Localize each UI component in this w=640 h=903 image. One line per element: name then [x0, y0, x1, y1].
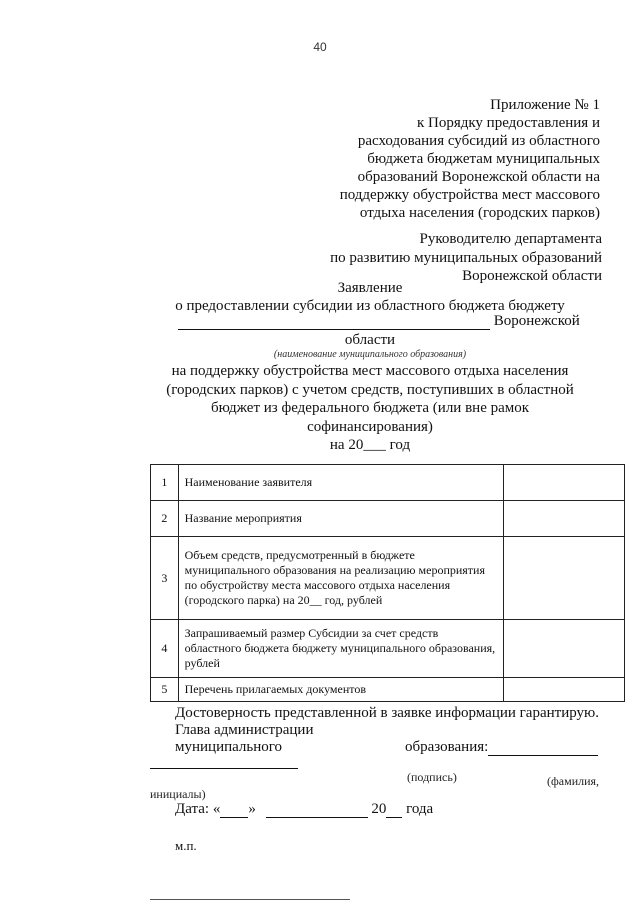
- row-number: 4: [151, 620, 179, 678]
- row-value-cell[interactable]: [504, 678, 625, 702]
- signature-caption: (подпись): [407, 770, 457, 784]
- municipal-label: муниципального: [175, 739, 283, 755]
- statement-subtitle: о предоставлении субсидии из областного бюджета бюджету: [175, 298, 565, 314]
- table-row: [151, 537, 625, 620]
- purpose-line: на 20___ год: [329, 437, 411, 453]
- purpose-line: бюджет из федерального бюджета (или вне рамок: [210, 400, 530, 416]
- addressee-line: Воронежской области: [462, 268, 602, 284]
- table-row: [151, 501, 625, 537]
- date-label: Дата: «: [175, 801, 221, 817]
- municipality-caption: (наименование муниципального образования): [273, 349, 467, 360]
- row-label: Название мероприятия: [178, 501, 504, 537]
- row-number: 5: [151, 678, 179, 702]
- row-label: Объем средств, предусмотренный в бюджете муниципального образования на реализацию мероприятия по обустройству места массового отдыха населения (городского парка) на 20__ год, рублей: [178, 537, 504, 620]
- statement-purpose: [160, 362, 580, 455]
- row-value-cell[interactable]: [504, 537, 625, 620]
- table-row: [151, 678, 625, 702]
- table-row: [151, 620, 625, 678]
- addressee-line: по развитию муниципальных образований: [330, 249, 602, 266]
- appendix-line: образований Воронежской области на: [357, 169, 600, 185]
- region-suffix: Воронежской: [493, 313, 580, 329]
- appendix-line: расходования субсидий из областного: [357, 133, 600, 149]
- oblast-word: области: [344, 332, 396, 348]
- head-name-blank[interactable]: [488, 742, 598, 756]
- stamp-place: м.п.: [175, 838, 197, 853]
- head-title: Глава администрации: [175, 722, 314, 738]
- addressee-line: Руководителю департамента: [419, 231, 602, 247]
- page-number: 40: [313, 40, 327, 54]
- appendix-line: бюджета бюджетам муниципальных: [367, 151, 600, 167]
- row-number: 3: [151, 537, 179, 620]
- statement-title: Заявление: [337, 280, 403, 296]
- appendix-line: поддержку обустройства мест массового: [339, 187, 600, 203]
- application-table: [150, 464, 625, 702]
- row-number: 2: [151, 501, 179, 537]
- appendix-line: к Порядку предоставления и: [416, 115, 600, 131]
- year-blank[interactable]: [386, 804, 402, 818]
- purpose-line: на поддержку обустройства мест массового отдыха населения: [171, 363, 569, 379]
- row-label: Перечень прилагаемых документов: [178, 678, 504, 702]
- month-blank[interactable]: [266, 804, 368, 818]
- year-suffix: года: [406, 801, 434, 817]
- day-blank[interactable]: [220, 804, 248, 818]
- addressee-block: [302, 230, 602, 286]
- surname-caption: (фамилия,: [547, 774, 600, 788]
- appendix-header: [320, 96, 600, 222]
- row-value-cell[interactable]: [504, 501, 625, 537]
- row-number: 1: [151, 465, 179, 501]
- date-field: [175, 801, 433, 818]
- appendix-line: отдыха населения (городских парков): [359, 205, 600, 221]
- municipality-blank[interactable]: [178, 315, 490, 330]
- row-label: Наименование заявителя: [178, 465, 504, 501]
- date-quote-close: »: [248, 801, 256, 817]
- table-row: [151, 465, 625, 501]
- row-label: Запрашиваемый размер Субсидии за счет средств областного бюджета бюджету муниципального образования, рублей: [178, 620, 504, 678]
- row-value-cell[interactable]: [504, 465, 625, 501]
- initials-caption: инициалы): [150, 787, 206, 801]
- obrazovaniya-field: [405, 738, 598, 756]
- signature-line[interactable]: [150, 768, 298, 769]
- purpose-line: (городских парков) с учетом средств, поступивших в областной: [166, 381, 574, 398]
- appendix-line: Приложение № 1: [490, 97, 600, 113]
- year-prefix: 20: [371, 801, 387, 817]
- purpose-line: софинансирования): [307, 418, 433, 435]
- guarantee-statement: Достоверность представленной в заявке информации гарантирую.: [175, 705, 599, 721]
- row-value-cell[interactable]: [504, 620, 625, 678]
- footnote-rule: [150, 899, 350, 900]
- obrazovaniya-label: образования:: [405, 739, 489, 755]
- municipality-name-field[interactable]: [178, 313, 580, 330]
